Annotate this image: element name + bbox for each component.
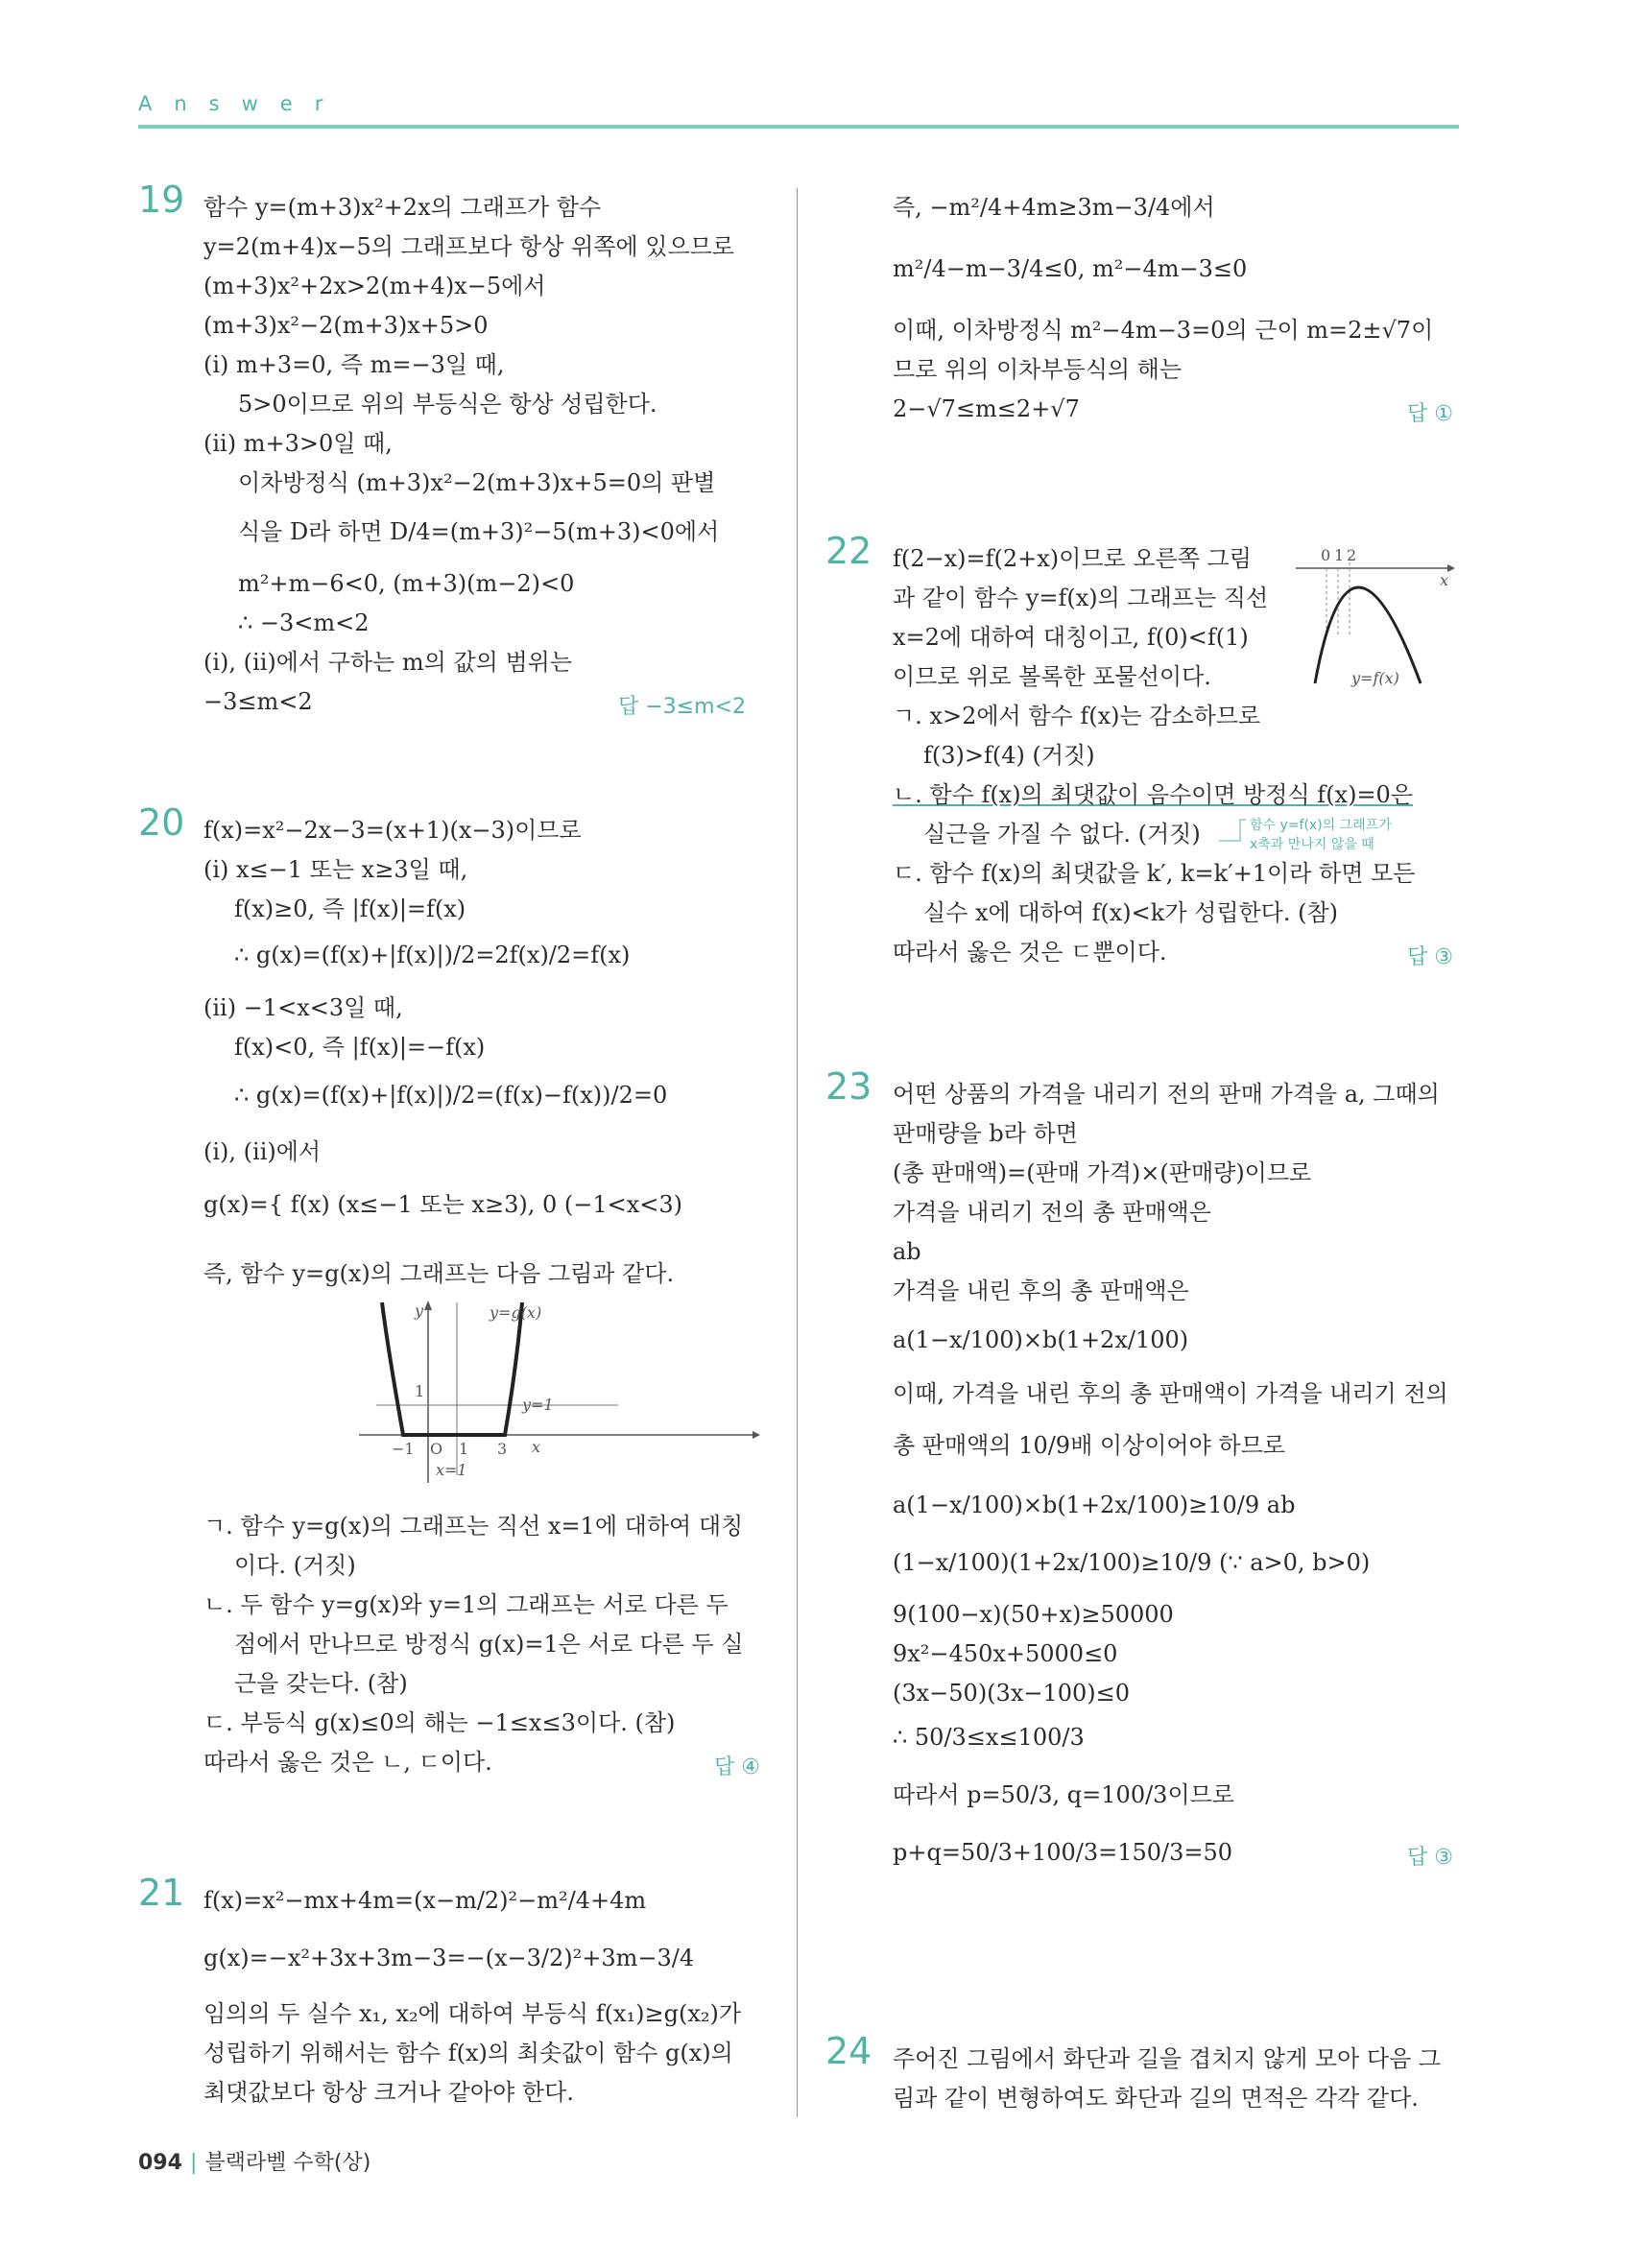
column-divider <box>797 188 798 2117</box>
solution-line: 따라서 옳은 것은 ㄷ뿐이다. <box>893 939 1167 966</box>
tick-label: −1 <box>392 1440 415 1458</box>
solution-line: ㄴ. 두 함수 y=g(x)와 y=1의 그래프는 서로 다른 두 <box>203 1591 729 1618</box>
solution-line: (총 판매액)=(판매 가격)×(판매량)이므로 <box>893 1159 1312 1186</box>
solution-line: 이므로 위로 볼록한 포물선이다. <box>893 663 1211 690</box>
solution-line: 실근을 가질 수 없다. (거짓) <box>923 821 1201 848</box>
solution-line: 가격을 내린 후의 총 판매액은 <box>893 1277 1189 1304</box>
note-line: 함수 y=f(x)의 그래프가 <box>1250 818 1392 833</box>
solution-line: 즉, −m²/4+4m≥3m−3/4에서 <box>893 194 1215 221</box>
solution-line: 총 판매액의 10/9배 이상이어야 하므로 <box>893 1432 1285 1459</box>
solution-line: (i) x≤−1 또는 x≥3일 때, <box>203 856 468 883</box>
solution-line: 2−√7≤m≤2+√7 <box>893 395 1080 422</box>
graph-f <box>1296 539 1459 693</box>
curve-label: y=f(x) <box>1351 669 1399 687</box>
tick-label: 2 <box>1347 546 1357 564</box>
solution-line: x=2에 대하여 대칭이고, f(0)<f(1) <box>893 624 1249 651</box>
curve-label: y=g(x) <box>490 1303 542 1322</box>
solution-line: f(3)>f(4) (거짓) <box>923 742 1095 769</box>
solution-line: (i) m+3=0, 즉 m=−3일 때, <box>203 351 505 378</box>
solution-line: 함수 y=(m+3)x²+2x의 그래프가 함수 <box>203 194 602 221</box>
answer-label: 답 ① <box>1407 402 1453 426</box>
solution-line: f(2−x)=f(2+x)이므로 오른쪽 그림 <box>893 545 1252 572</box>
solution-line: ㄴ. 함수 f(x)의 최댓값이 음수이면 방정식 f(x)=0은 <box>893 781 1414 808</box>
solution-line: ㄷ. 부등식 g(x)≤0의 해는 −1≤x≤3이다. (참) <box>203 1709 676 1736</box>
book-title: 블랙라벨 수학(상) <box>204 2151 371 2175</box>
solution-line: (m+3)x²−2(m+3)x+5>0 <box>203 312 489 339</box>
answer-label: 답 ③ <box>1407 1846 1453 1870</box>
solution-line: f(x)<0, 즉 |f(x)|=−f(x) <box>234 1034 486 1061</box>
solution-line: 가격을 내리기 전의 총 판매액은 <box>893 1199 1211 1226</box>
solution-line: ㄱ. 함수 y=g(x)의 그래프는 직선 x=1에 대하여 대칭 <box>203 1513 744 1540</box>
solution-line: 성립하기 위해서는 함수 f(x)의 최솟값이 함수 g(x)의 <box>203 2040 733 2066</box>
solution-line: 임의의 두 실수 x₁, x₂에 대하여 부등식 f(x₁)≥g(x₂)가 <box>203 2000 742 2027</box>
line-label: y=1 <box>522 1396 554 1414</box>
solution-line: m²+m−6<0, (m+3)(m−2)<0 <box>238 570 575 597</box>
solution-line: 림과 같이 변형하여도 화단과 길의 면적은 각각 같다. <box>893 2085 1419 2112</box>
x-axis-label: x <box>1440 571 1449 589</box>
section-header: Answer <box>138 92 346 115</box>
footer-separator: | <box>189 2151 198 2175</box>
problem-number: 21 <box>138 1872 185 1914</box>
problem-number: 19 <box>138 179 185 221</box>
solution-line: 따라서 p=50/3, q=100/3이므로 <box>893 1781 1234 1808</box>
tick-label: O <box>430 1440 443 1458</box>
problem-number: 22 <box>825 530 872 572</box>
solution-line: 므로 위의 이차부등식의 해는 <box>893 356 1183 383</box>
solution-line: f(x)=x²−2x−3=(x+1)(x−3)이므로 <box>203 817 582 844</box>
tick-label: 1 <box>1334 546 1345 564</box>
solution-line: ∴ g(x)=(f(x)+|f(x)|)/2=2f(x)/2=f(x) <box>234 942 631 968</box>
axis-line-label: x=1 <box>436 1461 467 1479</box>
note-line: x축과 만나지 않을 때 <box>1250 837 1374 852</box>
solution-line: 어떤 상품의 가격을 내리기 전의 판매 가격을 a, 그때의 <box>893 1081 1440 1108</box>
solution-line: a(1−x/100)×b(1+2x/100) <box>893 1326 1189 1353</box>
solution-line: (1−x/100)(1+2x/100)≥10/9 (∵ a>0, b>0) <box>893 1549 1371 1576</box>
solution-line: p+q=50/3+100/3=150/3=50 <box>893 1839 1233 1866</box>
problem-number: 24 <box>825 2030 872 2072</box>
y-axis-label: y <box>415 1301 424 1320</box>
solution-line: 실수 x에 대하여 f(x)<k가 성립한다. (참) <box>923 899 1339 926</box>
solution-line: 주어진 그림에서 화단과 길을 겹치지 않게 모아 다음 그 <box>893 2045 1442 2072</box>
solution-line: 근을 갖는다. (참) <box>234 1670 408 1697</box>
x-axis-label: x <box>532 1438 541 1456</box>
solution-line: y=2(m+4)x−5의 그래프보다 항상 위쪽에 있으므로 <box>203 233 734 260</box>
solution-line: −3≤m<2 <box>203 688 313 715</box>
solution-line: 5>0이므로 위의 부등식은 항상 성립한다. <box>238 391 657 418</box>
solution-line: m²/4−m−3/4≤0, m²−4m−3≤0 <box>893 255 1248 282</box>
solution-line: (3x−50)(3x−100)≤0 <box>893 1680 1131 1707</box>
graph-g <box>359 1301 762 1483</box>
solution-line: 9(100−x)(50+x)≥50000 <box>893 1601 1174 1628</box>
solution-line: ∴ 50/3≤x≤100/3 <box>893 1724 1085 1751</box>
solution-line: 점에서 만나므로 방정식 g(x)=1은 서로 다른 두 실 <box>234 1631 744 1658</box>
g-curve <box>382 1302 522 1435</box>
solution-line: ∴ g(x)=(f(x)+|f(x)|)/2=(f(x)−f(x))/2=0 <box>234 1082 668 1109</box>
solution-line: (i), (ii)에서 구하는 m의 값의 범위는 <box>203 649 573 676</box>
page-number: 094 <box>138 2151 182 2175</box>
tick-label: 0 <box>1321 546 1331 564</box>
solution-line: (ii) −1<x<3일 때, <box>203 994 403 1021</box>
solution-line: 이다. (거짓) <box>234 1552 356 1579</box>
solution-line: ㄱ. x>2에서 함수 f(x)는 감소하므로 <box>893 703 1261 729</box>
solution-line: ∴ −3<m<2 <box>238 609 370 636</box>
answer-label: 답 ③ <box>1407 945 1453 969</box>
margin-note <box>1219 812 1449 854</box>
solution-line: 이때, 이차방정식 m²−4m−3=0의 근이 m=2±√7이 <box>893 317 1434 344</box>
solution-line: f(x)=x²−mx+4m=(x−m/2)²−m²/4+4m <box>203 1887 647 1914</box>
tick-label: 3 <box>497 1440 508 1458</box>
solution-line: g(x)=−x²+3x+3m−3=−(x−3/2)²+3m−3/4 <box>203 1945 695 1971</box>
y-tick: 1 <box>415 1382 425 1400</box>
answer-label: 답 −3≤m<2 <box>618 695 746 719</box>
solution-line: ab <box>893 1238 921 1265</box>
tick-label: 1 <box>459 1440 469 1458</box>
solution-line: 과 같이 함수 y=f(x)의 그래프는 직선 <box>893 585 1269 611</box>
page-footer <box>138 2146 370 2176</box>
solution-line: 이차방정식 (m+3)x²−2(m+3)x+5=0의 판별 <box>238 469 716 496</box>
header-rule <box>138 125 1459 129</box>
solution-line: 9x²−450x+5000≤0 <box>893 1640 1118 1667</box>
solution-line: (i), (ii)에서 <box>203 1138 322 1165</box>
solution-line: 식을 D라 하면 D/4=(m+3)²−5(m+3)<0에서 <box>238 518 720 545</box>
answer-label: 답 ④ <box>714 1755 760 1779</box>
solution-line: 즉, 함수 y=g(x)의 그래프는 다음 그림과 같다. <box>203 1260 675 1287</box>
problem-number: 23 <box>825 1065 872 1108</box>
solution-line: (ii) m+3>0일 때, <box>203 430 393 457</box>
solution-line: g(x)={ f(x) (x≤−1 또는 x≥3), 0 (−1<x<3) <box>203 1191 682 1218</box>
solution-line: (m+3)x²+2x>2(m+4)x−5에서 <box>203 273 546 299</box>
solution-line: 따라서 옳은 것은 ㄴ, ㄷ이다. <box>203 1749 492 1776</box>
solution-line: 최댓값보다 항상 크거나 같아야 한다. <box>203 2079 574 2106</box>
solution-line: 판매량을 b라 하면 <box>893 1120 1078 1147</box>
solution-line: 이때, 가격을 내린 후의 총 판매액이 가격을 내리기 전의 <box>893 1380 1448 1407</box>
solution-line: f(x)≥0, 즉 |f(x)|=f(x) <box>234 895 466 922</box>
solution-line: a(1−x/100)×b(1+2x/100)≥10/9 ab <box>893 1492 1296 1518</box>
solution-line: ㄷ. 함수 f(x)의 최댓값을 k′, k=k′+1이라 하면 모든 <box>893 860 1416 887</box>
problem-number: 20 <box>138 801 185 844</box>
